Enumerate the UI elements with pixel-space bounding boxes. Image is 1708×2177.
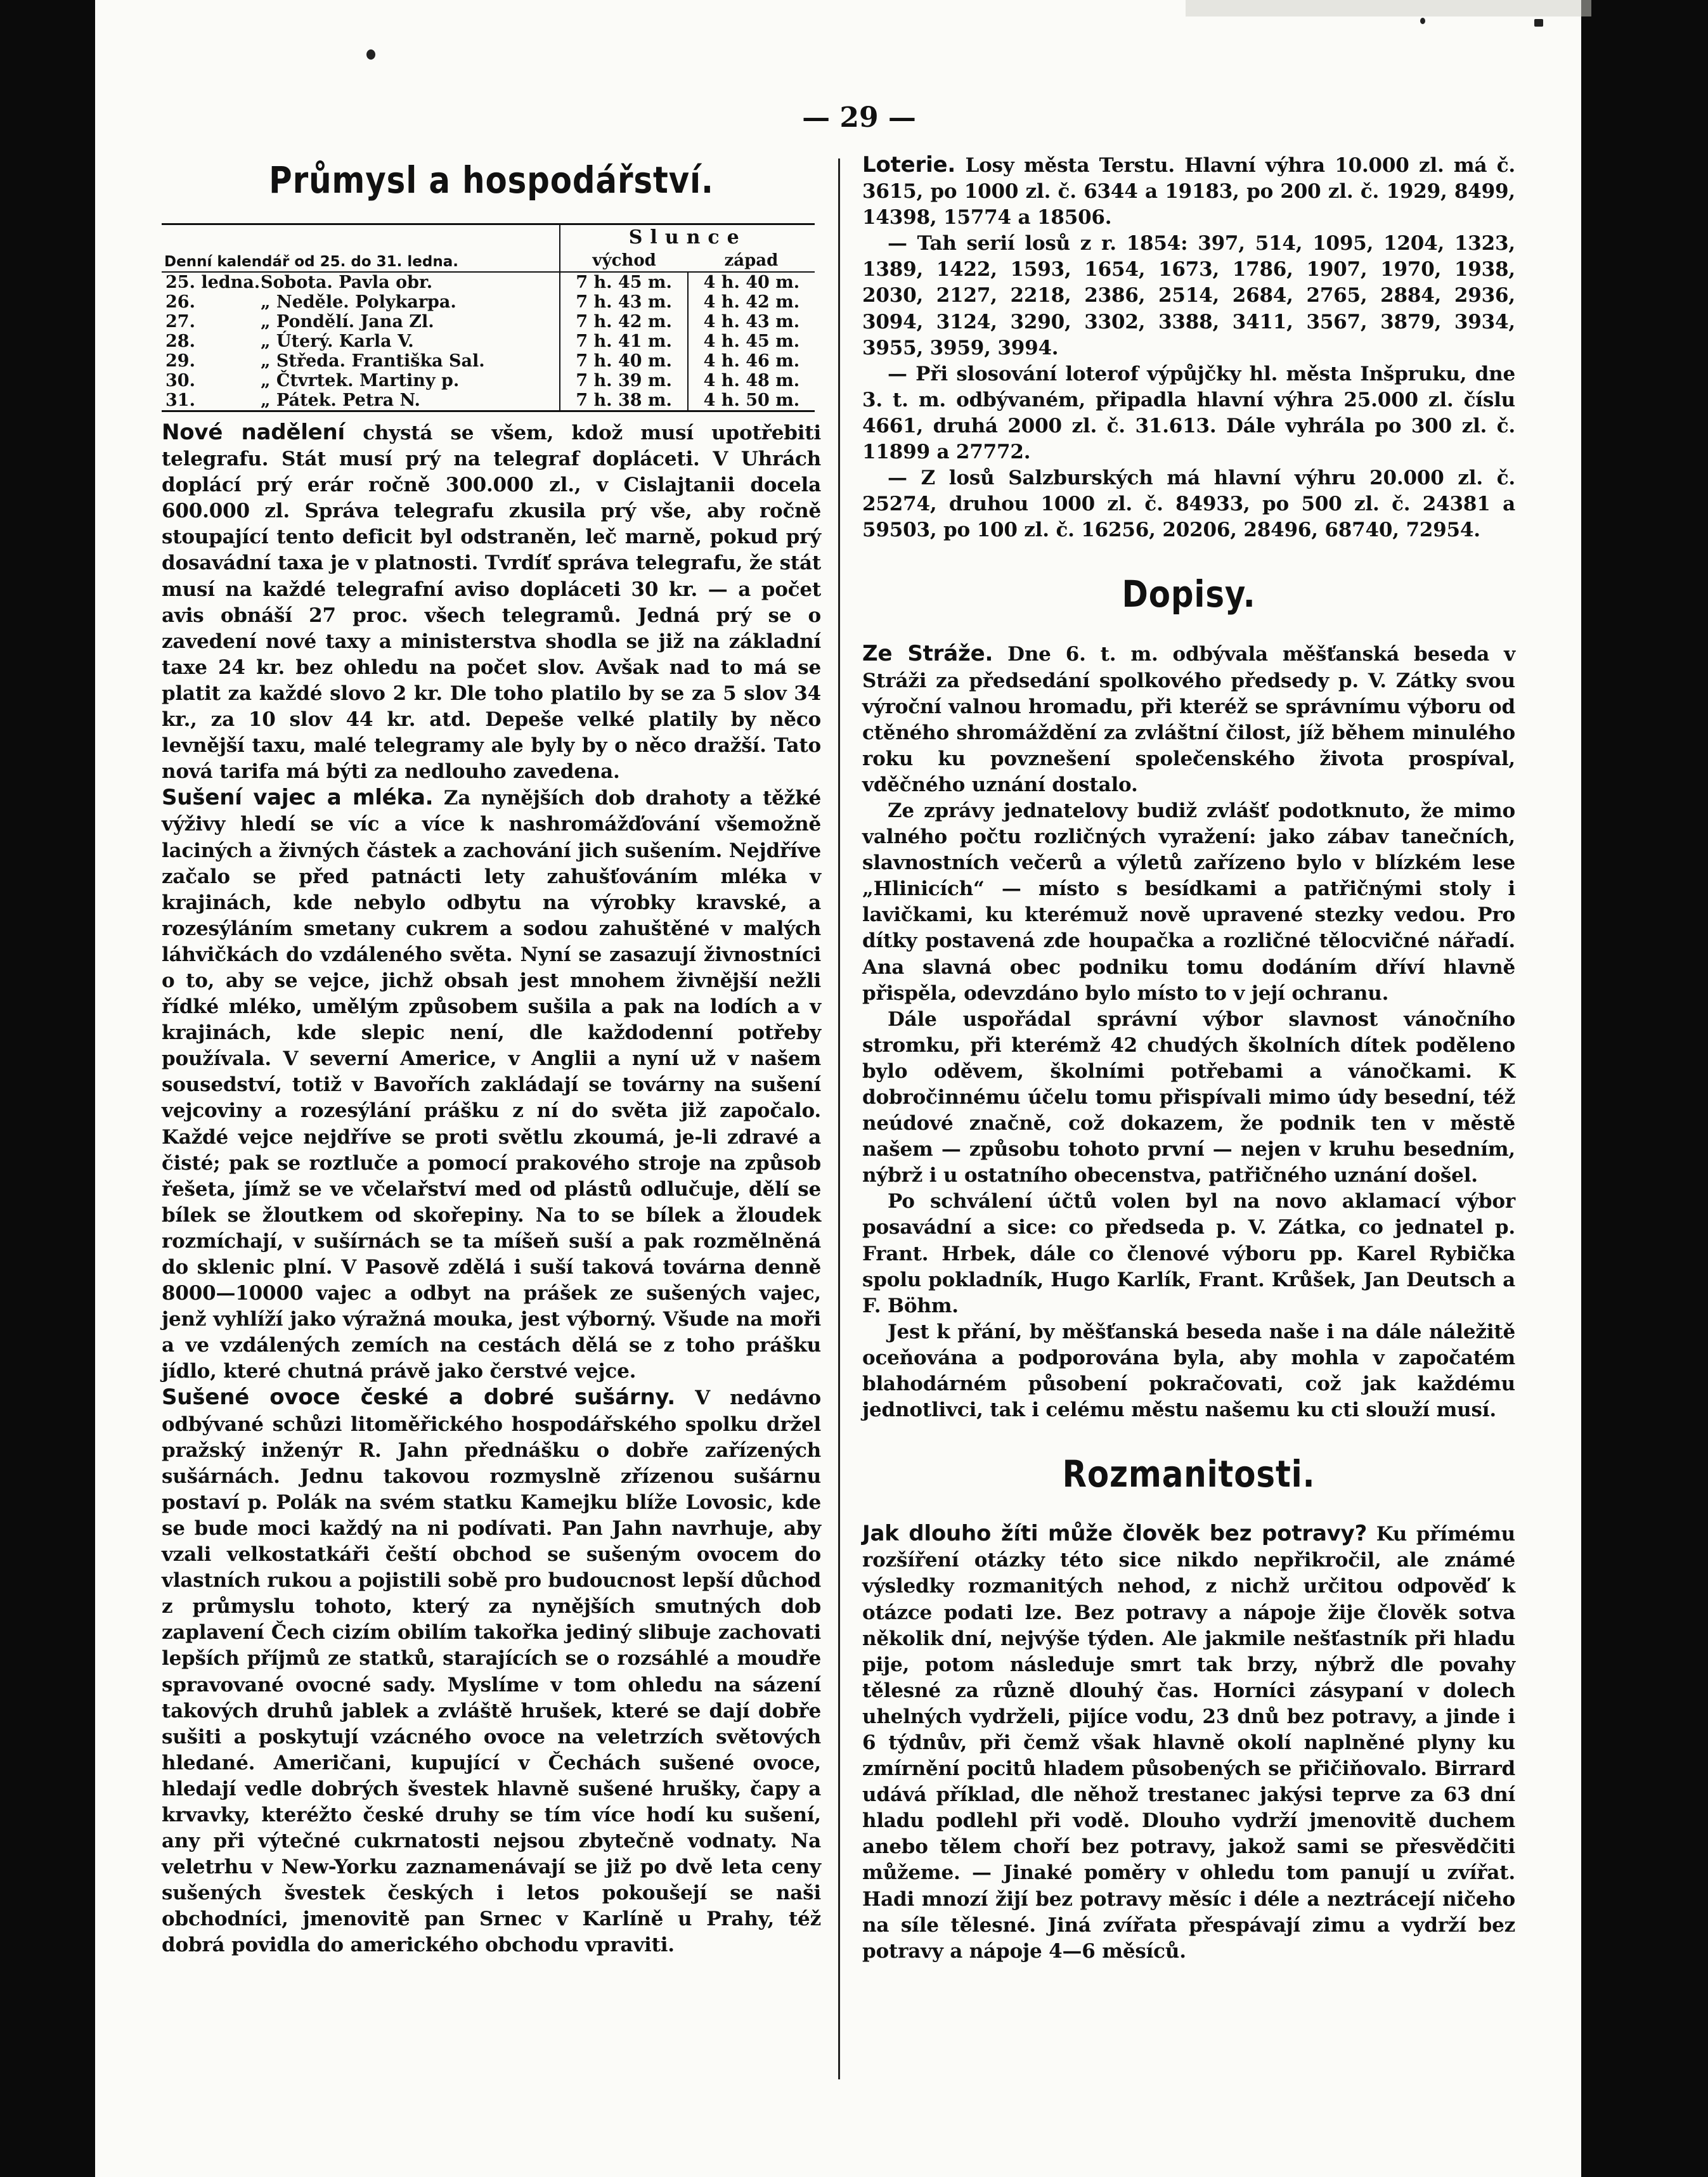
calendar-saint: „ Pátek. Petra N. [261, 391, 420, 410]
sunrise-time: 7 h. 39 m. [560, 371, 687, 391]
calendar-saint: Sobota. Pavla obr. [261, 273, 433, 292]
calendar-row [162, 391, 815, 411]
calendar-day-cell [162, 391, 560, 411]
calendar-day-cell [162, 332, 560, 351]
calendar-row [162, 292, 815, 312]
article-body: Dne 6. t. m. odbývala měšťanská beseda v Stráži za předsedání spolkového předsedy p. V. Zátky svou výroční valnou hromadu, při kteréž se správnímu výboru od ctěného shromáždění za zvláštní čilost, jíž během minulého roku ku povznešení společenského života prospíval, vděčného uznání dostalo. [862, 643, 1515, 796]
lottery-paragraph: — Tah serií losů z r. 1854: 397, 514, 1095, 1204, 1323, 1389, 1422, 1593, 1654, 1673, 1786, 1907, 1970, 1938, 2030, 2127, 2218, 2386, 2514, 2684, 2765, 2884, 2936, 3094, 3124, 3290, 3302, 3388, 3411, 3567, 3879, 3934, 3955, 3959, 3994. [862, 232, 1515, 359]
calendar-day-cell [162, 351, 560, 371]
article-body: chystá se všem, kdož musí upotřebiti telegrafu. Stát musí prý na telegraf dopláceti. V Uhrách doplácí prý erár ročně 300.000 zl., v Cislajtanii docela 600.000 zl. Správa telegrafu zkusila prý vše, aby ročně stoupající tento deficit byl odstraněn, leč marně, pokud prý dosavádní taxa je v platnosti. Tvrdíť správa telegrafu, že stát musí na každé telegrafní aviso dopláceti 30 kr. — a počet avis obnáší 27 proc. všech telegramů. Jedná prý se o zavedení nové taxy a ministerstva shodla se již na základní taxe 24 kr. bez ohledu na počet slov. Avšak nad to má se platit za každé slovo 2 kr. Dle toho platilo by se za 5 slov 34 kr., za 10 slov 44 kr. atd. Depeše velké platily by něco levnější taxu, malé telegramy ale byly by o něco dražší. Tato nová tarifa má býti za nedlouho zavedena. [162, 422, 821, 784]
calendar-row [162, 351, 815, 371]
letter-paragraph: Po schválení účtů volen byl na novo aklamací výbor posavádní a sice: co předseda p. V. Zátka, co jednatel p. Frant. Hrbek, dále co členové výboru pp. Karel Rybička spolu pokladník, Hugo Karlík, Frant. Krůšek, Jan Deutsch a F. Böhm. [862, 1190, 1515, 1317]
calendar-day-cell [162, 371, 560, 391]
right-column [862, 152, 1515, 1965]
sunset-time: 4 h. 48 m. [703, 371, 800, 391]
sunset-time: 4 h. 40 m. [703, 273, 800, 292]
article-lead: Ze Stráže. [862, 641, 993, 667]
calendar-saint: „ Středa. Františka Sal. [261, 351, 485, 371]
calendar-saint: „ Čtvrtek. Martiny p. [261, 371, 460, 391]
article-body: Ku přímému rozšíření otázky této sice nikdo nepřikročil, ale známé výsledky rozmanitých nehod, z nichž určitou odpověď k otázce podati lze. Bez potravy a nápoje žije člověk sotva několik dní, nejvýše týden. Ale jakmile nešťastník při hladu pije, potom následuje smrt tak brzy, nýbrž dle povahy tělesné za různě dlouhý čas. Horníci zásypaní v dolech uhelných vydrželi, pijíce vodu, 23 dnů bez potravy, a jinde i 6 týdnův, při čemž však hlavně okolí naplněné plyny ku zmírnění pocitů hladem působených se přičiňovalo. Birrard udává příklad, dle něhož trestanec jakýsi teprve za 63 dní hladu podlehl při vodě. Dlouho vydrží jmenovitě duchem anebo tělem choří bez potravy, jakož sami se přesvědčiti můžeme. — Jinaké poměry v ohledu tom panují u zvířat. Hadi mnozí žijí bez potravy měsíc i déle a neztrácejí ničeho na síle tělesné. Jiná zvířata přespávají zimu a vydrží bez potravy a nápoje 4—6 měsíců. [862, 1523, 1515, 1963]
calendar-day: 26. [165, 292, 195, 312]
calendar-table [162, 223, 815, 412]
calendar-day: 27. [165, 312, 195, 332]
calendar-row [162, 332, 815, 351]
calendar-day: 30. [165, 371, 195, 391]
ink-speck [1534, 19, 1543, 27]
article-lottery [862, 152, 1515, 231]
calendar-day: 29. [165, 351, 195, 371]
sunset-time: 4 h. 46 m. [703, 351, 800, 371]
sunrise-time: 7 h. 38 m. [560, 391, 687, 411]
article-telegraph [162, 420, 821, 785]
article-miscellany [862, 1521, 1515, 1965]
sunrise-time: 7 h. 43 m. [560, 292, 687, 312]
article-body: Losy města Terstu. Hlavní výhra 10.000 zl. má č. 3615, po 1000 zl. č. 6344 a 19183, po 200 zl. č. 1929, 8499, 14398, 15774 a 18506. [862, 154, 1515, 229]
page-edge-stain [1186, 0, 1591, 16]
calendar-title: Denní kalendář od 25. do 31. ledna. [162, 224, 560, 273]
sunset-time: 4 h. 42 m. [703, 292, 800, 312]
calendar-rows [162, 272, 815, 411]
calendar-saint: „ Pondělí. Jana Zl. [261, 312, 434, 332]
calendar-saint: „ Neděle. Polykarpa. [261, 292, 456, 312]
article-drying-eggs [162, 785, 821, 1385]
sunrise-time: 7 h. 41 m. [560, 332, 687, 351]
article-body: V nedávno odbývané schůzi litoměřického hospodářského spolku držel pražský inženýr R. Jahn přednášku o dobře zařízených sušárnách. Jednu takovou rozmyslně zřízenou sušárnu postaví p. Polák na svém statku Kamejku blíže Lovosic, kde se bude moci každý na ni podívati. Pan Jahn navrhuje, aby vzali velkostatkáři čeští obchod se sušeným ovocem do vlastních rukou a pojistili sobě pro budoucnost lepší důchod z průmyslu tohoto, který za nynějších smutných dob zaplavení Čech cizím obilím takořka jediný slibuje zachovati lepších příjmů ze statků, starajících se o rozsáhlé a moudře spravované ovocné sady. Myslíme v tom ohledu na sázení takových druhů jablek a zvláště hrušek, které se dají dobře sušiti a poskytují vzácného ovoce na veletrzích světových hledané. Američani, kupující v Čechách sušené ovoce, hledají vedle dobrých švestek hlavně sušené hrušky, čapy a krvavky, kteréžto české druhy se tím více hodí ku sušení, any při výtečné cukrnatosti nejsou zbytečně vodnaty. Na veletrhu v New-Yorku zaznamenávají se již po dvě leta ceny sušených švestek českých i letos pokoušejí se naši obchodníci, jmenovitě pan Srnec v Karlíně u Prahy, též dobrá povidla do amerického obchodu vpraviti. [162, 1386, 822, 1957]
calendar-day: 25. ledna. [165, 273, 261, 292]
calendar-col-rise: východ [560, 250, 687, 272]
calendar-row [162, 371, 815, 391]
page-number: — 29 — [802, 101, 916, 134]
article-lead: Sušené ovoce české a dobré sušárny. [162, 1385, 675, 1411]
article-lead: Loterie. [862, 152, 956, 178]
calendar-row [162, 312, 815, 332]
letter-paragraph: Dále uspořádal správní výbor slavnost vánočního stromku, při kterémž 42 chudých školních dítek poděleno bylo oděvem, školními potřebami a vánočkami. K dobročinnému účelu tomu přispívali mimo údy besední, též neúdové značně, což dokazem, že podnik ten v městě našem — způsobu tohoto první — nejen v kruhu besedním, nýbrž i u ostatního obecenstva, patřičného uznání došel. [862, 1007, 1515, 1187]
letter-paragraph: Jest k přání, by měšťanská beseda naše i na dále náležitě oceňována a podporována byla, aby mohla v započatém blahodárném působení pokračovati, což jak každému jednotlivci, tak i celému městu našemu ku cti slouží musí. [862, 1320, 1515, 1422]
scan-border-right [1581, 0, 1708, 2177]
section-title-rozmanitosti: Rozmanitosti. [1062, 1452, 1316, 1496]
calendar-col-set: západ [688, 250, 815, 272]
calendar-day-cell [162, 292, 560, 312]
ink-speck [366, 49, 375, 60]
scan-border-left [0, 0, 95, 2177]
calendar-saint: „ Úterý. Karla V. [261, 332, 414, 351]
article-lead: Jak dlouho žíti může člověk bez potravy? [862, 1521, 1368, 1547]
calendar-sun-header: Slunce [628, 226, 747, 249]
calendar-day: 28. [165, 332, 195, 351]
left-column [162, 152, 821, 1959]
ink-speck [1420, 18, 1425, 24]
calendar-day: 31. [165, 391, 195, 410]
section-title: Průmysl a hospodářství. [269, 158, 714, 202]
calendar-row [162, 272, 815, 292]
lottery-paragraph: — Při slosování loterof výpůjčky hl. města Inšpruku, dne 3. t. m. odbývaném, připadla hlavní výhra 25.000 zl. číslu 4661, druhá 2000 zl. č. 31.613. Dále vyhrála po 300 zl. č. 11899 a 27772. [862, 362, 1515, 464]
article-body: Za nynějších dob drahoty a těžké výživy hledí se víc a více k nashromážďování všemožně laciných a živných částek a zachování jich sušením. Nejdříve začalo se před patnácti lety zahušťováním mléka v krajinách, kde nebylo odbytu na výrobky kravské, a rozesýláním smetany cukrem a sodou zahuštěné v malých láhvičkách do vzdáleného světa. Nyní se zasazují živnostníci o to, aby se vejce, jichž obsah jest mnohem živnější nežli řídké mléko, umělým způsobem sušila a pak na lodích a v krajinách, kde slepic není, dle každodenní potřeby používala. V severní Americe, v Anglii a nyní už v našem sousedství, totiž v Bavořích zakládají se továrny na sušení vejcoviny a rozesýlání prášku z ní do světa již započalo. Každé vejce nejdříve se proti světlu zkoumá, je-li zdravé a čisté; pak se roztluče a pomocí prakového stroje na způsob řešeta, jímž se ve včelařství med od plástů odlučuje, dělí se bílek se žloutkem od skořepiny. Na to se bílek a žloudek rozmíchají, v sušírnách se ta míšeň suší a pak rozmělněná do sklenic plní. V Pasově zdělá i suší taková továrna denně 8000—10000 vajec a odbyt na prášek ze sušených vajec, jenž vyhlíží jako výražná mouka, jest výborný. Všude na moři a ve vzdálených zemích na cestách dělá se z toho prášku jídlo, které chutná právě jako čerstvé vejce. [162, 787, 821, 1383]
section-title-dopisy: Dopisy. [1122, 572, 1256, 616]
sunset-time: 4 h. 45 m. [703, 332, 800, 351]
article-dried-fruit [162, 1385, 821, 1958]
sunset-time: 4 h. 50 m. [703, 391, 800, 410]
sunrise-time: 7 h. 42 m. [560, 312, 687, 332]
article-letter [862, 641, 1515, 798]
calendar-day-cell [162, 312, 560, 332]
sunrise-time: 7 h. 45 m. [560, 272, 687, 292]
lottery-paragraph: — Z losů Salzburských má hlavní výhru 20.000 zl. č. 25274, druhou 1000 zl. č. 84933, po 500 zl. č. 24381 a 59503, po 100 zl. č. 16256, 20206, 28496, 68740, 72954. [862, 467, 1515, 542]
sunset-time: 4 h. 43 m. [703, 312, 800, 332]
column-rule [838, 158, 840, 2079]
article-lead: Sušení vajec a mléka. [162, 785, 434, 811]
sunrise-time: 7 h. 40 m. [560, 351, 687, 371]
letter-paragraph: Ze zprávy jednatelovy budiž zvlášť podotknuto, že mimo valného počtu rozličných vyražení: jako zábav tanečních, slavnostních večerů a výletů zařízeno bylo v blízkém lese „Hlinicích“ — místo s besídkami a patřičnými stoly i lavičkami, ku kterémuž nově upravené stezky vedou. Pro dítky postavená zde houpačka a rozličné tělocvičné nářadí. Ana slavná obec podniku tomu dodáním dříví hlavně přispěla, odevzdáno bylo místo to v její ochranu. [862, 799, 1515, 1005]
article-lead: Nové nadělení [162, 420, 345, 445]
calendar-day-cell [162, 272, 560, 292]
